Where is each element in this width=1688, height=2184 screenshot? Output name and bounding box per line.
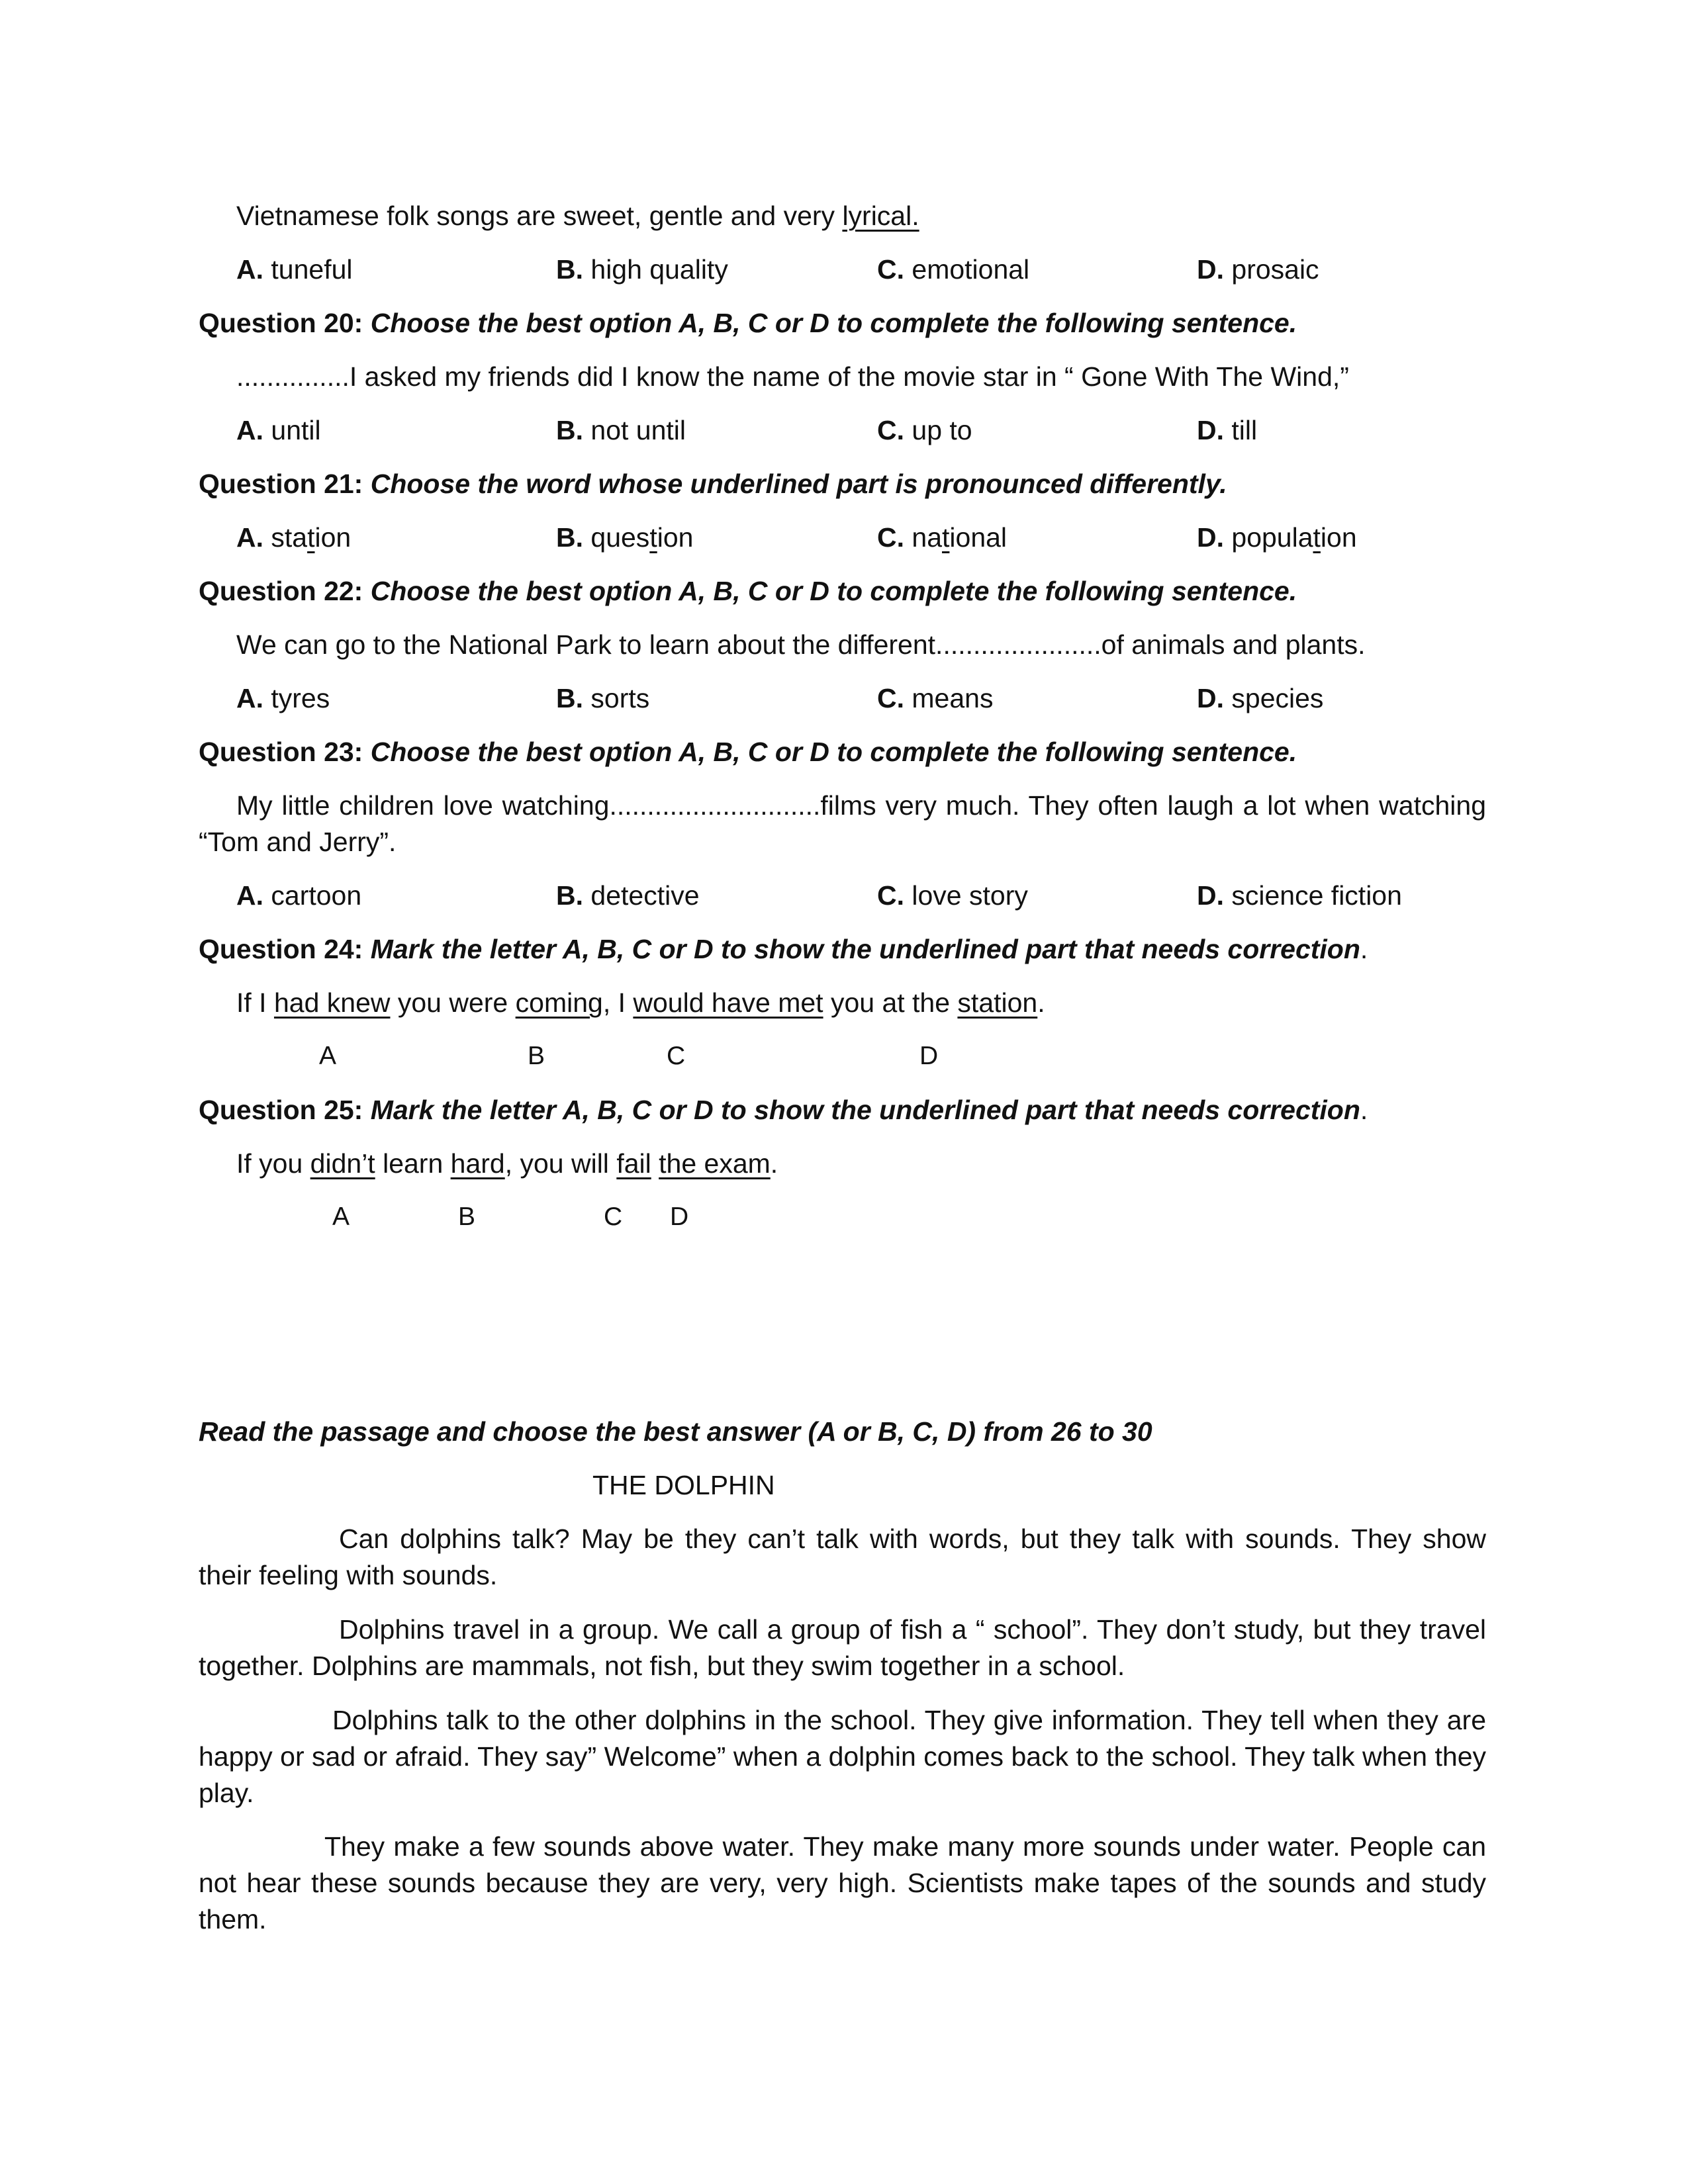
q22-sentence: We can go to the National Park to learn about the different......................of animals and plants. [236, 629, 1366, 660]
q24-underline-b: coming [515, 987, 603, 1018]
q19-option-d[interactable]: D. prosaic [1197, 254, 1319, 285]
q20-instruction: Choose the best option A, B, C or D to complete the following sentence. [363, 308, 1297, 338]
q23-option-a[interactable]: A. cartoon [236, 880, 362, 911]
passage-paragraph-2: Dolphins travel in a group. We call a group of fish a “ school”. They don’t study, but they travel together. Dolphins are mammals, not fish, but they swim together in a school. [199, 1614, 1486, 1681]
q25-sentence: If you didn’t learn hard, you will fail the exam. [236, 1148, 778, 1179]
passage-paragraph-3: Dolphins talk to the other dolphins in the school. They give information. They tell when they are happy or sad or afraid. They say” Welcome” when a dolphin comes back to the school. They talk when they play. [199, 1705, 1486, 1808]
q21-option-b[interactable]: B. question [556, 522, 694, 553]
q24-instruction: Mark the letter A, B, C or D to show the underlined part that needs correction [363, 934, 1360, 964]
q24-underline-d: station [957, 987, 1038, 1018]
q19-option-a[interactable]: A. tuneful [236, 254, 353, 285]
q25-heading: Question 25: Mark the letter A, B, C or D to show the underlined part that needs correction. [199, 1095, 1368, 1125]
q24-sentence: If I had knew you were coming, I would have met you at the station. [236, 987, 1045, 1018]
q23-sentence: My little children love watching............................films very much. They often laugh a lot when watching “Tom and Jerry”. [199, 790, 1486, 857]
passage-paragraph-4: They make a few sounds above water. They make many more sounds under water. People can not hear these sounds because they are very, very high. Scientists make tapes of the sounds and study them. [199, 1831, 1486, 1934]
passage-heading: Read the passage and choose the best answer (A or B, C, D) from 26 to 30 [199, 1416, 1152, 1447]
q23-option-d[interactable]: D. science fiction [1197, 880, 1402, 911]
q25-letter-b[interactable]: B [458, 1203, 476, 1231]
q25-underline-a: didn’t [310, 1148, 375, 1179]
q24-letter-c[interactable]: C [667, 1042, 686, 1070]
q24-underline-a: had knew [273, 987, 391, 1018]
q20-heading [199, 305, 1297, 341]
q19-sentence [236, 198, 919, 234]
q22-instruction: Choose the best option A, B, C or D to complete the following sentence. [363, 576, 1297, 606]
q20-option-a[interactable]: A. until [236, 415, 321, 445]
q25-underline-d: the exam [659, 1148, 771, 1179]
q25-letter-c[interactable]: C [604, 1203, 623, 1231]
q23-instruction: Choose the best option A, B, C or D to complete the following sentence. [363, 737, 1297, 767]
q20-sentence: ...............I asked my friends did I know the name of the movie star in “ Gone With The Wind,” [236, 361, 1349, 392]
q19-sentence-text: Vietnamese folk songs are sweet, gentle and very [236, 201, 843, 231]
q22-label: Question 22: [199, 576, 363, 606]
passage-title: THE DOLPHIN [592, 1470, 775, 1500]
q24-letter-d[interactable]: D [919, 1042, 939, 1070]
q25-letter-d[interactable]: D [670, 1203, 689, 1231]
q22-option-d[interactable]: D. species [1197, 683, 1324, 713]
q21-heading [199, 466, 1227, 502]
q20-option-c[interactable]: C. up to [877, 415, 972, 445]
q23-option-b[interactable]: B. detective [556, 880, 700, 911]
passage-paragraph-1: Can dolphins talk? May be they can’t talk with words, but they talk with sounds. They show their feeling with sounds. [199, 1524, 1486, 1590]
q19-option-c[interactable]: C. emotional [877, 254, 1030, 285]
q20-option-b[interactable]: B. not until [556, 415, 686, 445]
q23-label: Question 23: [199, 737, 363, 767]
q25-underline-c: fail [616, 1148, 651, 1179]
q24-label: Question 24: [199, 934, 363, 964]
q20-option-d[interactable]: D. till [1197, 415, 1258, 445]
q24-letter-b[interactable]: B [528, 1042, 545, 1070]
q22-heading [199, 573, 1297, 609]
q21-option-a[interactable]: A. station [236, 522, 352, 553]
q23-heading [199, 734, 1297, 770]
q25-instruction: Mark the letter A, B, C or D to show the underlined part that needs correction [363, 1095, 1360, 1125]
q25-label: Question 25: [199, 1095, 363, 1125]
q23-option-c[interactable]: C. love story [877, 880, 1028, 911]
q25-underline-b: hard [450, 1148, 505, 1179]
q22-option-b[interactable]: B. sorts [556, 683, 650, 713]
q20-label: Question 20: [199, 308, 363, 338]
q21-option-d[interactable]: D. population [1197, 522, 1357, 553]
q22-option-c[interactable]: C. means [877, 683, 994, 713]
q25-letter-a[interactable]: A [332, 1203, 350, 1231]
q19-underlined-word: lyrical. [842, 201, 919, 231]
q21-instruction: Choose the word whose underlined part is pronounced differently. [363, 469, 1227, 499]
q21-label: Question 21: [199, 469, 363, 499]
q21-option-c[interactable]: C. national [877, 522, 1008, 553]
q19-option-b[interactable]: B. high quality [556, 254, 728, 285]
q24-heading: Question 24: Mark the letter A, B, C or D to show the underlined part that needs correction. [199, 934, 1368, 964]
q24-letter-a[interactable]: A [319, 1042, 337, 1070]
q24-underline-c: would have met [633, 987, 823, 1018]
q22-option-a[interactable]: A. tyres [236, 683, 330, 713]
